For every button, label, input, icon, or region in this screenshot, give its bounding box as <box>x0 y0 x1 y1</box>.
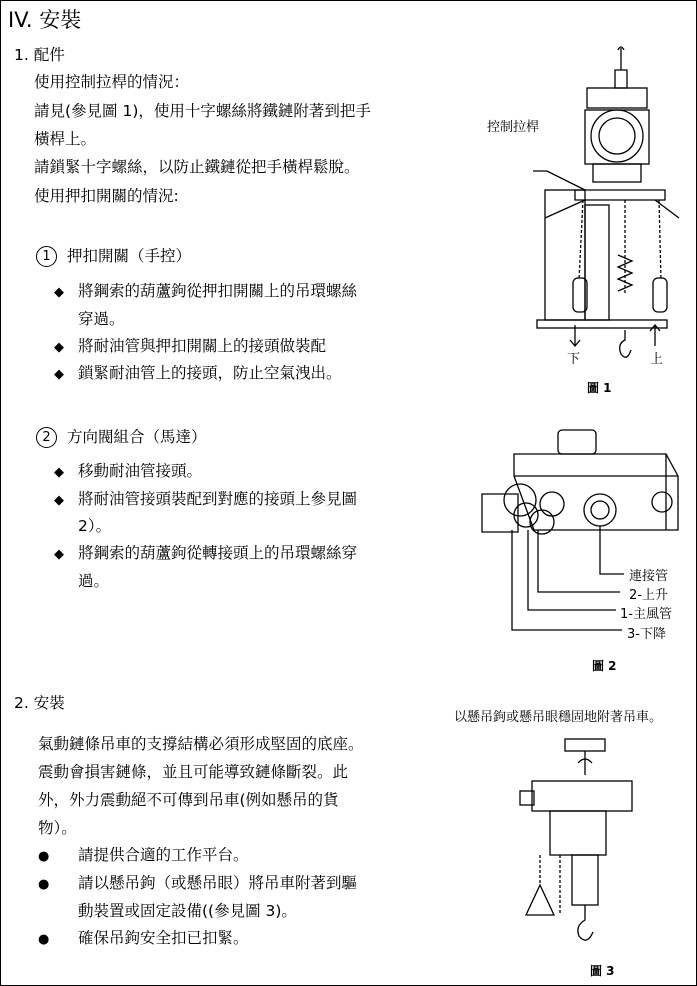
figure-2-label: 連接管 <box>629 569 669 584</box>
diamond-bullet-icon: ◆ <box>54 367 64 382</box>
bullet-item: ◆ 將耐油管接頭裝配到對應的接頭上參見圖 <box>54 490 358 508</box>
sec2-line: 震動會損害鏈條，並且可能導致鏈條斷裂。此 <box>38 763 349 781</box>
section-heading: IV. 安裝 <box>8 8 82 32</box>
dot-bullet-icon: ● <box>38 849 50 864</box>
figure-1-hoist-illustration <box>475 40 685 370</box>
bullet-item: ◆ 將鋼索的葫蘆鉤從押扣開關上的吊環螺絲 <box>54 282 358 300</box>
sec1-title: 1. 配件 <box>14 46 65 64</box>
figure-1-label-up: 上 <box>650 352 664 367</box>
dot-bullet-icon: ● <box>38 932 50 947</box>
bullet-item: ● 請以懸吊鉤（或懸吊眼）將吊車附著到驅 <box>38 874 358 892</box>
figure-2-caption: 圖 2 <box>592 659 617 673</box>
diamond-bullet-icon: ◆ <box>54 547 64 562</box>
figure-2-label: 3-下降 <box>627 627 666 642</box>
figure-2-label: 2-上升 <box>629 588 668 603</box>
item2-heading <box>36 425 207 448</box>
sec1-line: 橫桿上。 <box>34 130 97 148</box>
sec1-line: 請見(參見圖 1)，使用十字螺絲將鐵鏈附著到把手 <box>34 102 371 120</box>
bullet-continuation: 過。 <box>78 572 110 590</box>
bullet-item: ● 確保吊鉤安全扣已扣緊。 <box>38 929 249 947</box>
item2-title: 方向閥組合（馬達） <box>67 428 207 446</box>
bullet-item: ● 請提供合適的工作平台。 <box>38 846 249 864</box>
circled-number: 1 <box>36 246 57 267</box>
figure-3-caption: 圖 3 <box>590 964 615 978</box>
figure-3-note: 以懸吊鉤或懸吊眼穩固地附著吊車。 <box>454 710 663 725</box>
diamond-bullet-icon: ◆ <box>54 340 64 355</box>
figure-1-caption: 圖 1 <box>587 381 612 395</box>
bullet-continuation: 2）。 <box>78 517 112 535</box>
dot-bullet-icon: ● <box>38 877 50 892</box>
item1-title: 押扣開關（手控） <box>67 247 192 265</box>
sec2-line: 物）。 <box>38 819 77 837</box>
sec1-line: 使用控制拉桿的情況： <box>34 73 190 91</box>
bullet-item: ◆ 移動耐油管接頭。 <box>54 462 203 480</box>
sec2-line: 外，外力震動絕不可傳到吊車(例如懸吊的貨 <box>38 791 339 809</box>
bullet-continuation: 動裝置或固定設備((參見圖 3)。 <box>78 902 297 920</box>
bullet-item: ◆ 將鋼索的葫蘆鉤從轉接頭上的吊環螺絲穿 <box>54 544 358 562</box>
figure-1-label-lever: 控制拉桿 <box>487 120 540 135</box>
diamond-bullet-icon: ◆ <box>54 493 64 508</box>
sec2-line: 氣動鏈條吊車的支撐結構必須形成堅固的底座。 <box>38 735 364 753</box>
bullet-continuation: 穿過。 <box>78 310 125 328</box>
sec2-title: 2. 安裝 <box>14 694 65 712</box>
figure-2-label: 1-主風管 <box>620 607 672 622</box>
sec1-line: 請鎖緊十字螺絲，以防止鐵鏈從把手橫桿鬆脫。 <box>34 158 360 176</box>
sec1-line: 使用押扣開關的情況: <box>34 187 179 205</box>
diamond-bullet-icon: ◆ <box>54 285 64 300</box>
bullet-item: ◆ 將耐油管與押扣開關上的接頭做裝配 <box>54 337 327 355</box>
figure-3-hoist-illustration <box>510 735 660 955</box>
diamond-bullet-icon: ◆ <box>54 465 64 480</box>
item1-heading <box>36 244 191 267</box>
circled-number: 2 <box>36 427 57 448</box>
bullet-item: ◆ 鎖緊耐油管上的接頭，防止空氣洩出。 <box>54 364 342 382</box>
figure-1-label-down: 下 <box>567 352 581 367</box>
